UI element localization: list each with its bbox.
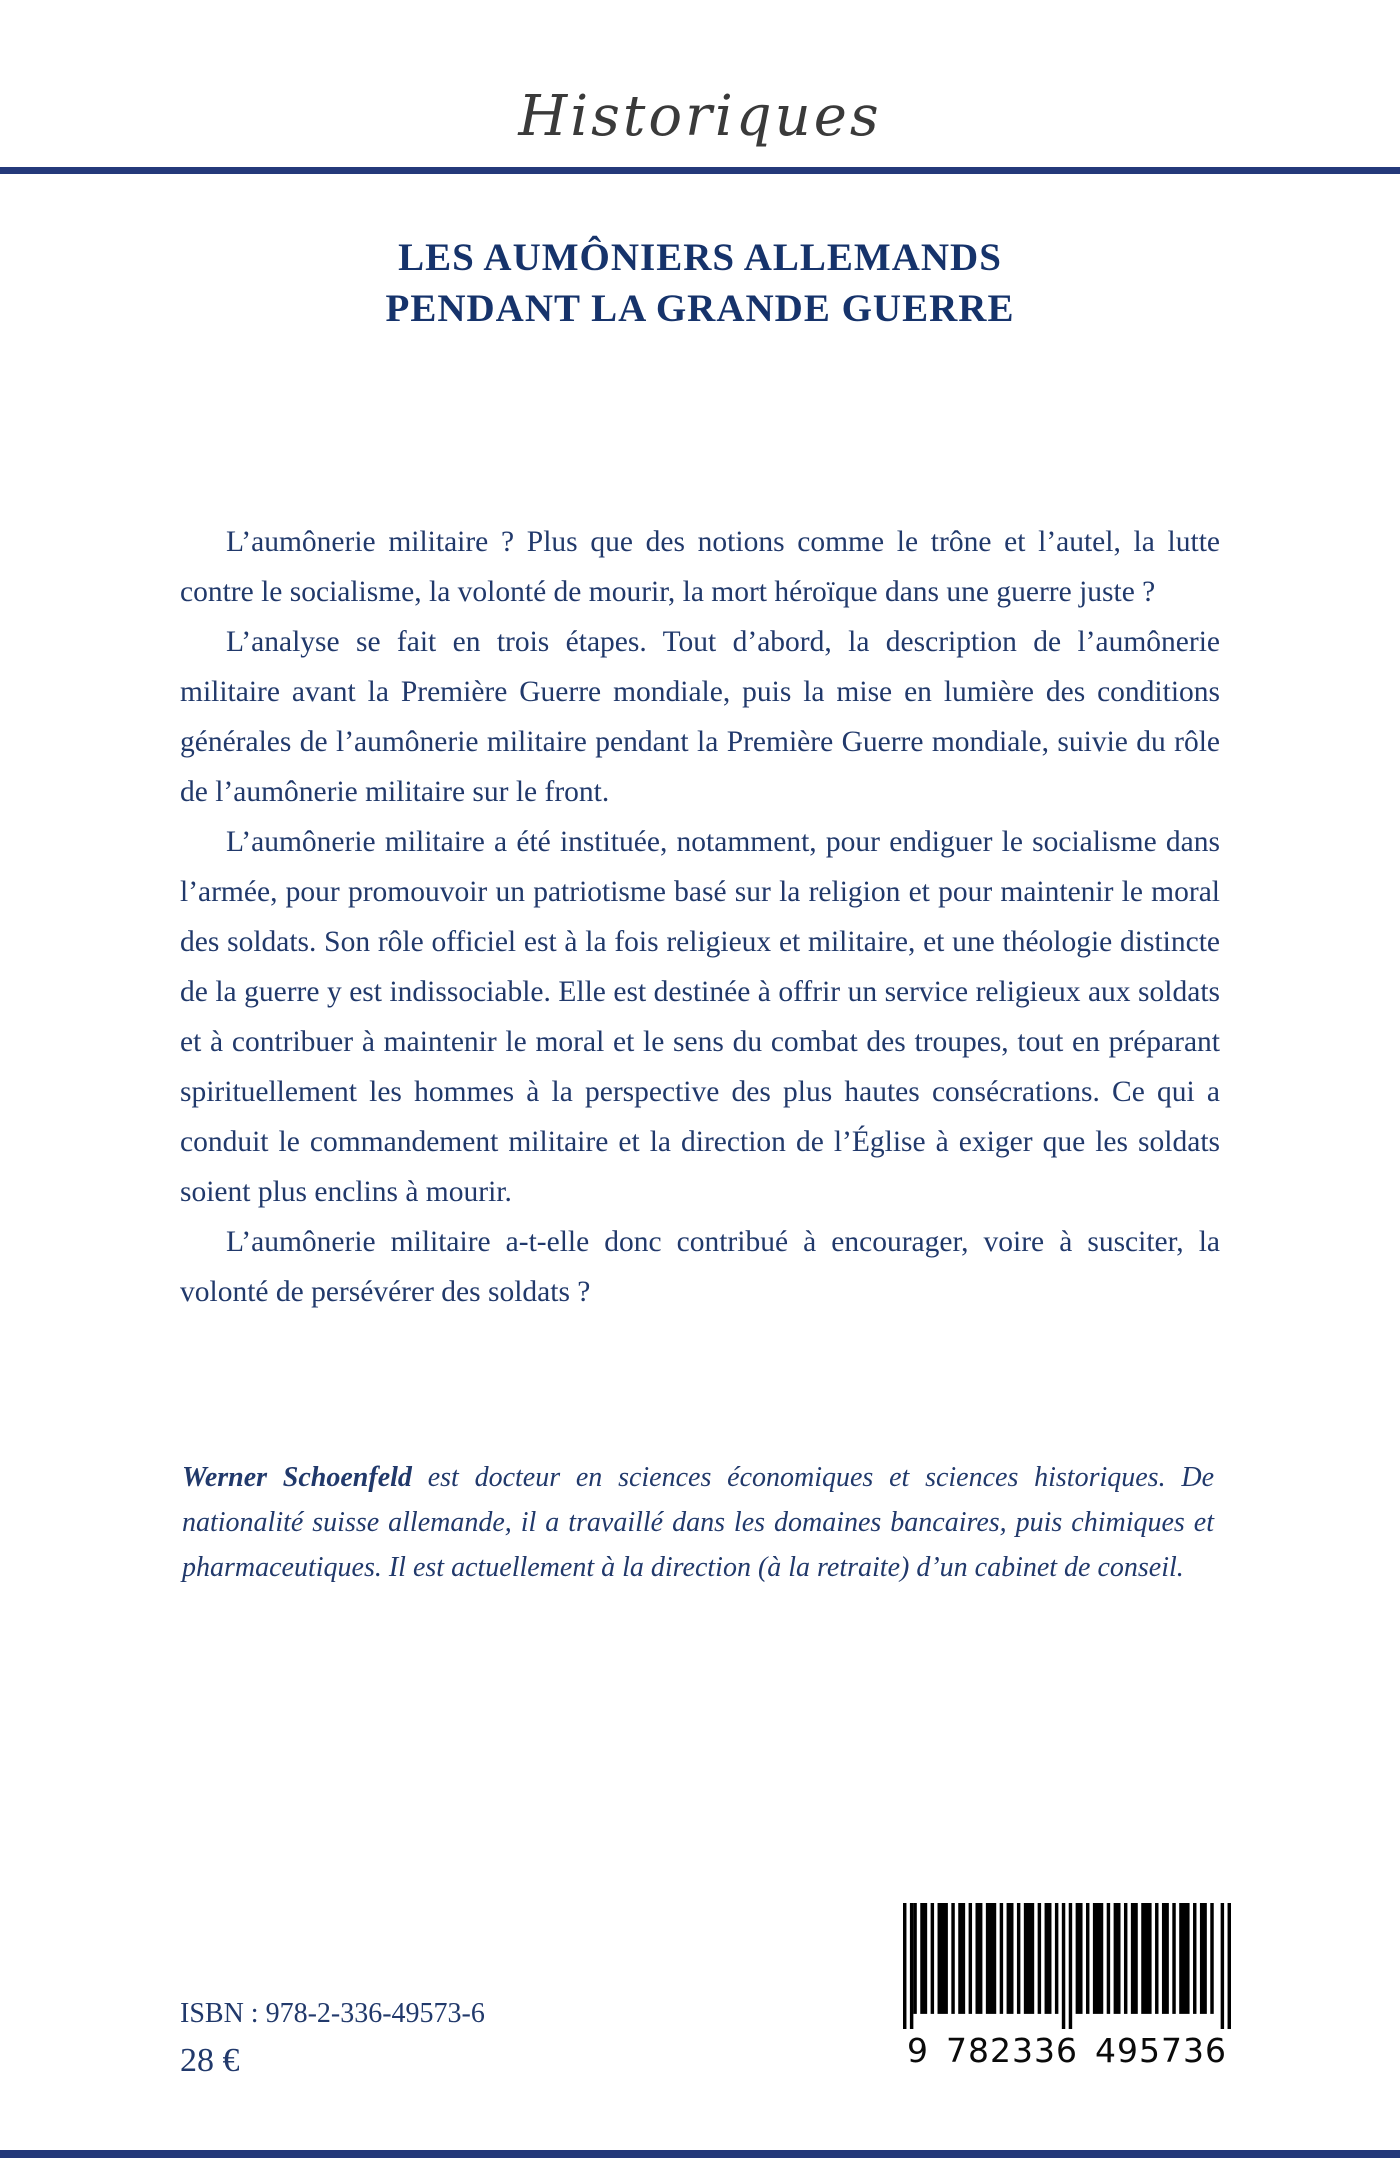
barcode-digit-group: 782336 <box>946 2031 1078 2070</box>
collection-logo: Historiques <box>518 84 882 149</box>
barcode-digits <box>903 2029 1231 2071</box>
blurb-paragraph: L’aumônerie militaire a-t-elle donc contribué à encourager, voire à susciter, la volonté de persévérer des soldats ? <box>180 1225 1220 1308</box>
barcode <box>903 1903 1231 2073</box>
barcode-image <box>903 1903 1231 2029</box>
blurb-paragraph: L’analyse se fait en trois étapes. Tout d’abord, la description de l’aumônerie militaire avant la Première Guerre mondiale, puis la mise en lumière des conditions générales de l’aumônerie militaire pendant la Première Guerre mondiale, suivie du rôle de l’aumônerie militaire sur le front. <box>180 625 1220 808</box>
isbn-text: ISBN : 978-2-336-49573-6 <box>180 1998 485 2029</box>
book-title-line-1: LES AUMÔNIERS ALLEMANDS <box>398 236 1002 279</box>
author-name: Werner Schoenfeld <box>182 1461 412 1493</box>
top-divider-rule <box>0 167 1400 174</box>
price-text: 28 € <box>180 2042 240 2079</box>
book-title-line-2: PENDANT LA GRANDE GUERRE <box>385 287 1015 331</box>
barcode-digit-group: 9 <box>907 2031 929 2070</box>
back-cover-blurb <box>180 517 1220 1317</box>
book-title <box>0 232 1400 335</box>
barcode-digit-group: 495736 <box>1095 2031 1227 2070</box>
blurb-paragraph: L’aumônerie militaire a été instituée, notamment, pour endiguer le socialisme dans l’armée, pour promouvoir un patriotisme basé sur la religion et pour maintenir le moral des soldats. Son rôle officiel est à la fois religieux et militaire, et une théologie distincte de la guerre y est indissociable. Elle est destinée à offrir un service religieux aux soldats et à contribuer à maintenir le moral et le sens du combat des troupes, tout en préparant spirituellement les hommes à la perspective des plus hautes consécrations. Ce qui a conduit le commandement militaire et la direction de l’Église à exiger que les soldats soient plus enclins à mourir. <box>180 825 1220 1208</box>
bottom-divider-rule <box>0 2150 1400 2158</box>
blurb-paragraph: L’aumônerie militaire ? Plus que des notions comme le trône et l’autel, la lutte contre le socialisme, la volonté de mourir, la mort héroïque dans une guerre juste ? <box>180 525 1220 608</box>
author-bio-text: est docteur en sciences économiques et sciences historiques. De nationalité suisse allemande, il a travaillé dans les domaines bancaires, puis chimiques et pharmaceutiques. Il est actuellement à la direction (à la retraite) d’un cabinet de conseil. <box>182 1461 1214 1583</box>
author-bio <box>182 1455 1214 1590</box>
